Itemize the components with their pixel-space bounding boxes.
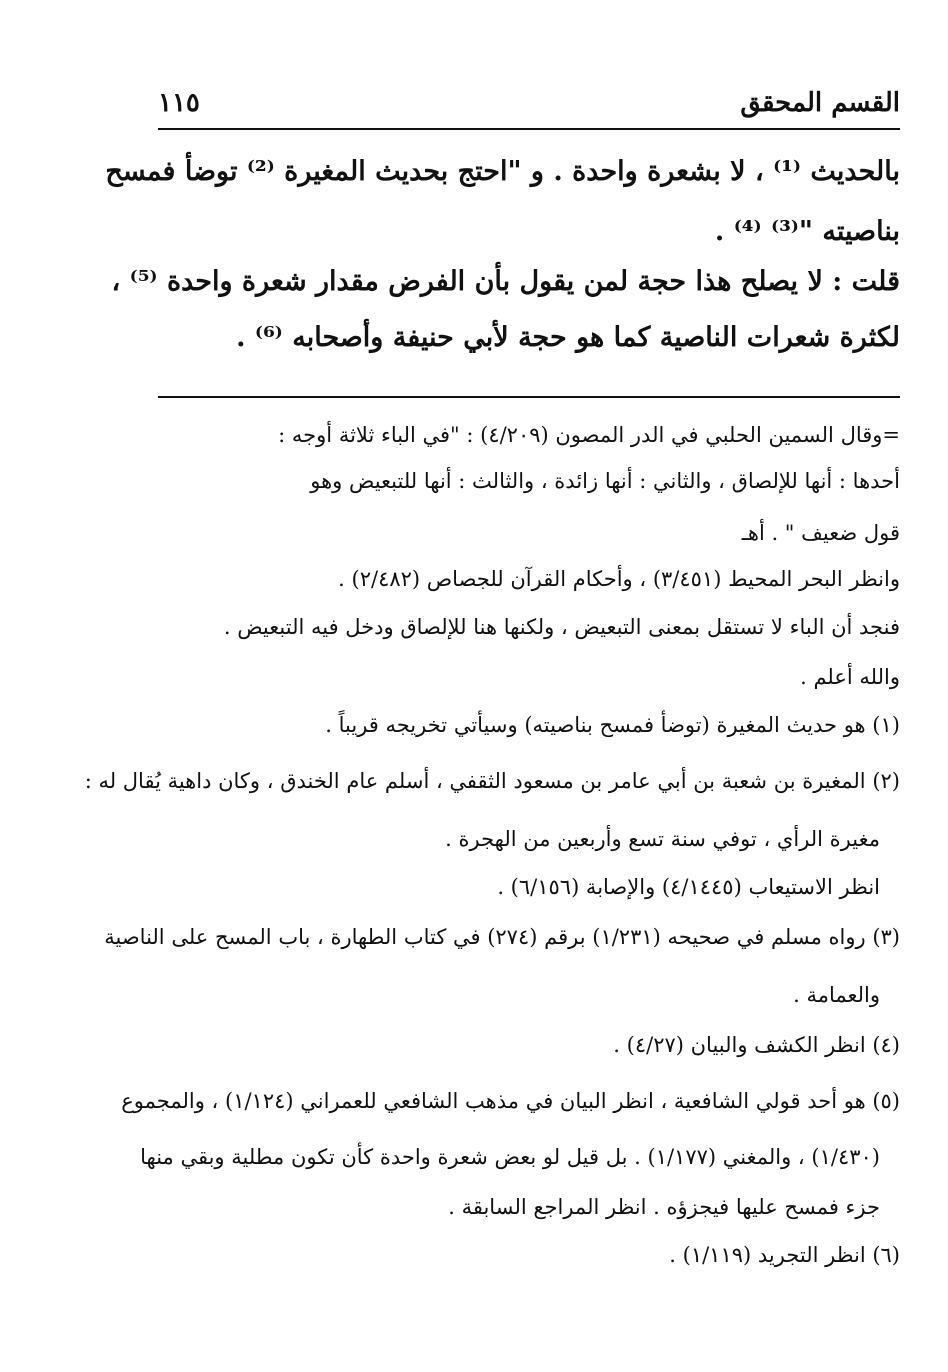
footnote-2-continued: انظر الاستيعاب (٤/١٤٤٥) والإصابة (٦/١٥٦) . — [497, 875, 880, 899]
footnote-line: والله أعلم . — [800, 665, 900, 689]
main-text-line: قلت : لا يصلح هذا حجة لمن يقول بأن الفرض مقدار شعرة واحدة ⁽⁵⁾ ، — [111, 266, 900, 297]
footnote-3: (٣) رواه مسلم في صحيحه (١/٢٣١) برقم (٢٧٤) في كتاب الطهارة ، باب المسح على الناصية — [104, 925, 900, 949]
footnote-line: قول ضعيف " . أهـ — [741, 521, 900, 545]
footnote-line: =وقال السمين الحلبي في الدر المصون (٤/٢٠٩) : "في الباء ثلاثة أوجه : — [278, 423, 900, 447]
footnote-separator — [158, 396, 900, 398]
footnote-2: (٢) المغيرة بن شعبة بن أبي عامر بن مسعود الثقفي ، أسلم عام الخندق ، وكان داهية يُقال له : — [84, 769, 900, 793]
footnote-4: (٤) انظر الكشف والبيان (٤/٢٧) . — [613, 1033, 900, 1057]
main-text-line: لكثرة شعرات الناصية كما هو حجة لأبي حنيفة وأصحابه ⁽⁶⁾ . — [236, 322, 900, 353]
page-number: ١١٥ — [158, 88, 200, 118]
footnote-2-continued: مغيرة الرأي ، توفي سنة تسع وأربعين من الهجرة . — [445, 827, 880, 851]
main-text-line: بالحديث ⁽¹⁾ ، لا بشعرة واحدة . و "احتج بحديث المغيرة ⁽²⁾ توضأ فمسح — [105, 156, 900, 187]
footnote-3-continued: والعمامة . — [793, 983, 880, 1007]
footnote-1: (١) هو حديث المغيرة (توضأ فمسح بناصيته) وسيأتي تخريجه قريباً . — [325, 713, 900, 737]
footnote-line: فنجد أن الباء لا تستقل بمعنى التبعيض ، ولكنها هنا للإلصاق ودخل فيه التبعيض . — [223, 615, 900, 639]
footnote-line: أحدها : أنها للإلصاق ، والثاني : أنها زائدة ، والثالث : أنها للتبعيض وهو — [310, 469, 900, 493]
section-title: القسم المحقق — [740, 88, 900, 118]
footnote-5-continued: جزء فمسح عليها فيجزؤه . انظر المراجع السابقة . — [448, 1195, 880, 1219]
footnote-5-continued: (١/٤٣٠) ، والمغني (١/١٧٧) . بل قيل لو بعض شعرة واحدة كأن تكون مطلية وبقي منها — [140, 1145, 880, 1169]
footnote-line: وانظر البحر المحيط (٣/٤٥١) ، وأحكام القرآن للجصاص (٢/٤٨٢) . — [338, 567, 900, 591]
footnote-6: (٦) انظر التجريد (١/١١٩) . — [669, 1243, 900, 1267]
page-header — [158, 82, 900, 130]
main-text-line: بناصيته "⁽³⁾ ⁽⁴⁾ . — [714, 216, 900, 247]
footnote-5: (٥) هو أحد قولي الشافعية ، انظر البيان في مذهب الشافعي للعمراني (١/١٢٤) ، والمجموع — [121, 1089, 900, 1113]
